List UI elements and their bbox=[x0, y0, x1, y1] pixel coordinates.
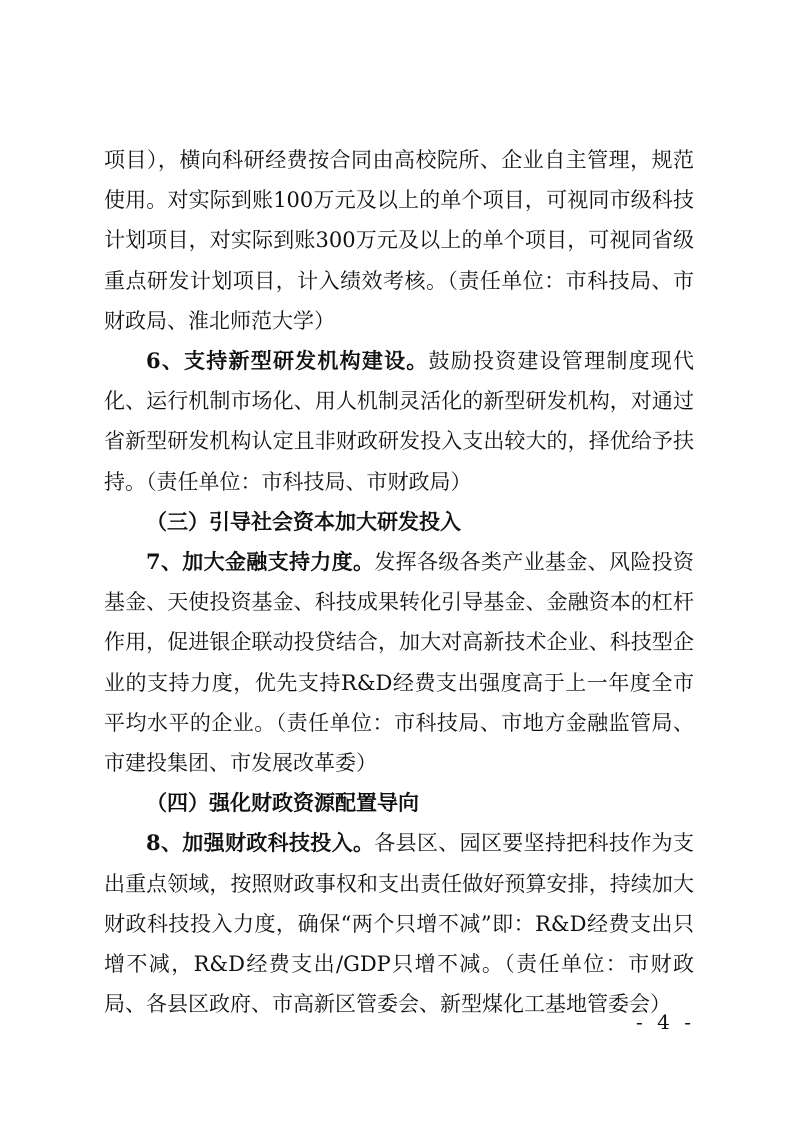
section-heading-4: （四）强化财政资源配置导向 bbox=[146, 790, 419, 816]
page-number: - 4 - bbox=[636, 1010, 695, 1034]
item-7-text: 发挥各级各类产业基金、风险投资基金、天使投资基金、科技成果转化引导基金、金融资本的杠杆作用，促进银企联动投贷结合，加大对高新技术企业、科技型企业的支持力度，优先支持R&D经费支出强度高于上一年度全市平均水平的企业。（责任单位：市科技局、市地方金融监管局、市建投集团、市发展改革委） bbox=[104, 550, 694, 776]
paragraph-item-6 bbox=[104, 341, 694, 502]
item-8-text: 各县区、园区要坚持把科技作为支出重点领域，按照财政事权和支出责任做好预算安排，持续加大财政科技投入力度，确保“两个只增不减”即：R&D经费支出只增不减，R&D经费支出/GDP只增不减。（责任单位：市财政局、各县区政府、市高新区管委会、新型煤化工基地管委会） bbox=[104, 831, 694, 1017]
paragraph-item-7 bbox=[104, 542, 694, 783]
paragraph-item-8 bbox=[104, 823, 694, 1024]
item-6-text: 鼓励投资建设管理制度现代化、运行机制市场化、用人机制灵活化的新型研发机构，对通过省新型研发机构认定且非财政研发投入支出较大的，择优给予扶持。（责任单位：市科技局、市财政局） bbox=[104, 349, 694, 494]
paragraph-text: 项目），横向科研经费按合同由高校院所、企业自主管理，规范使用。对实际到账100万元及以上的单个项目，可视同市级科技计划项目，对实际到账300万元及以上的单个项目，可视同省级重点研发计划项目，计入绩效考核。（责任单位：市科技局、市财政局、淮北师范大学） bbox=[104, 148, 694, 333]
item-7-title: 7、加大金融支持力度。 bbox=[146, 549, 375, 575]
section-heading-3: （三）引导社会资本加大研发投入 bbox=[146, 508, 461, 534]
item-8-title: 8、加强财政科技投入。 bbox=[146, 830, 375, 856]
document-body bbox=[104, 140, 694, 1024]
paragraph-continuation bbox=[104, 140, 694, 341]
item-6-title: 6、支持新型研发机构建设。 bbox=[146, 348, 429, 374]
